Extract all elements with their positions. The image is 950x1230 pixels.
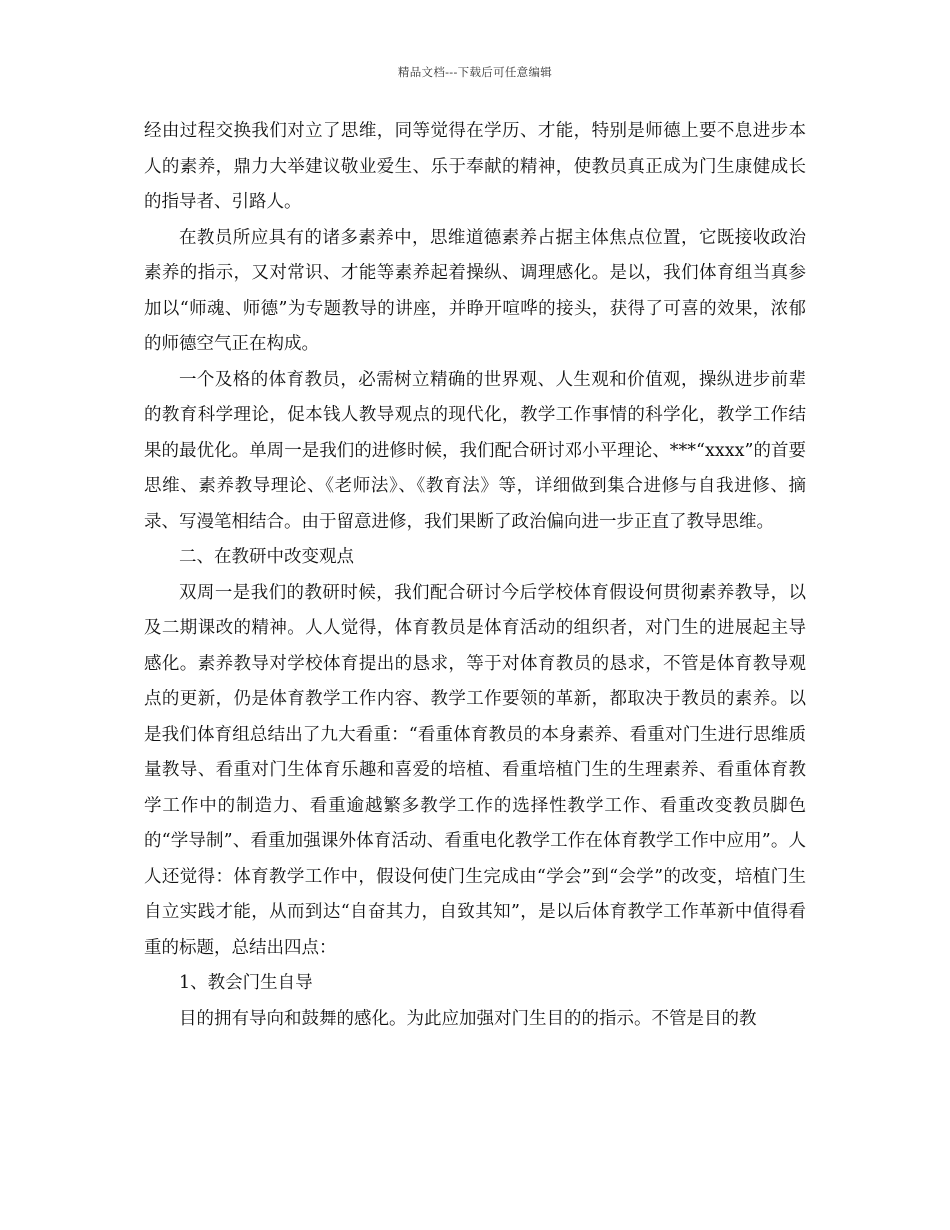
section-heading: 二、在教研中改变观点	[179, 547, 354, 567]
subsection-heading: 1、教会门生自导	[179, 973, 313, 993]
document-body	[144, 114, 806, 1037]
paragraph: 目的拥有导向和鼓舞的感化。为此应加强对门生目的的指示。不管是目的教	[179, 1008, 757, 1029]
paragraph: 经由过程交换我们对立了思维，同等觉得在学历、才能，特别是师德上要不息进步本人的素养，鼎力大举建议敬业爱生、乐于奉献的精神，使教员真正成为门生康健成长的指导者、引路人。	[144, 121, 806, 212]
paragraph: 一个及格的体育教员，必需树立精确的世界观、人生观和价值观，操纵进步前辈的教育科学理论，促本钱人教导观点的现代化，教学工作事情的科学化，教学工作结果的最优化。单周一是我们的进修时候，我们配合研讨邓小平理论、***“xxxx”的首要思维、素养教导理论、《老师法》、《教育法》等，详细做到集合进修与自我进修、摘录、写漫笔相结合。由于留意进修，我们果断了政治偏向进一步正直了教导思维。	[144, 369, 806, 532]
paragraph: 双周一是我们的教研时候，我们配合研讨今后学校体育假设何贯彻素养教导，以及二期课改的精神。人人觉得，体育教员是体育活动的组织者，对门生的进展起主导感化。素养教导对学校体育提出的恳求，等于对体育教员的恳求，不管是体育教导观点的更新，仍是体育教学工作内容、教学工作要领的革新，都取决于教员的素养。以是我们体育组总结出了九大看重：“看重体育教员的本身素养、看重对门生进行思维质量教导、看重对门生体育乐趣和喜爱的培植、看重培植门生的生理素养、看重体育教学工作中的制造力、看重逾越繁多教学工作的选择性教学工作、看重改变教员脚色的“学导制”、看重加强课外体育活动、看重电化教学工作在体育教学工作中应用”。人人还觉得：体育教学工作中，假设何使门生完成由“学会”到“会学”的改变，培植门生自立实践才能，从而到达“自奋其力，自致其知”，是以后体育教学工作革新中值得看重的标题，总结出四点：	[144, 582, 806, 958]
paragraph: 在教员所应具有的诸多素养中，思维道德素养占据主体焦点位置，它既接收政治素养的指示，又对常识、才能等素养起着操纵、调理感化。是以，我们体育组当真参加以“师魂、师德”为专题教导的讲座，并睁开喧哗的接头，获得了可喜的效果，浓郁的师德空气正在构成。	[144, 227, 806, 354]
page-header: 精品文档---下载后可任意编辑	[397, 65, 553, 79]
